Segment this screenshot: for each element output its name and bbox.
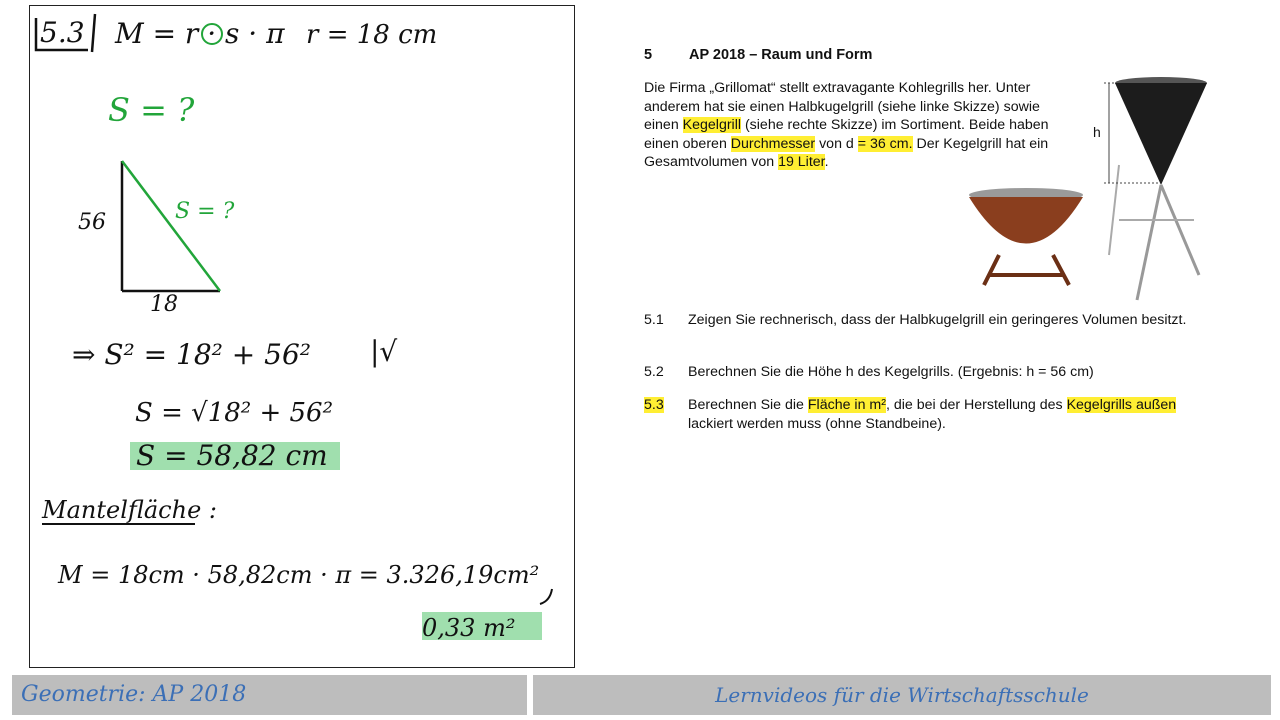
footer-topic: Geometrie: AP 2018 [12, 675, 527, 715]
text-run: Berechnen Sie die [688, 397, 808, 413]
side-56: 56 [78, 210, 106, 235]
right-triangle [122, 161, 220, 291]
subtask-5-3 [644, 396, 1224, 433]
highlighted-text: 19 Liter [778, 154, 825, 170]
formula-text: M = r · s · π [115, 17, 285, 50]
subtask-text [688, 363, 1208, 382]
root-mark: |√ [370, 335, 398, 368]
text-run: . [824, 154, 829, 170]
subtask-number: 5.3 [644, 397, 664, 413]
mantel-heading: Mantelfläche : [42, 496, 217, 524]
text-run: (siehe rechte Skizze) im Sortiment. Beide haben einen oberen [644, 117, 1049, 152]
highlighted-text: = 36 cm. [857, 135, 913, 152]
text-run: lackiert werden muss (ohne Standbeine). [688, 415, 946, 432]
cone-grill-image [1093, 77, 1207, 300]
highlighted-text: Kegelgrills außen [1066, 397, 1177, 413]
task-heading [644, 46, 872, 65]
grill-illustrations [969, 75, 1239, 305]
calc-line: M = 18cm · 58,82cm · π = 3.326,19cm² [58, 561, 540, 589]
pythagoras-line: ⇒ S² = 18² + 56² [72, 338, 311, 371]
height-label: h [1093, 124, 1101, 140]
side-18: 18 [150, 292, 178, 317]
highlighted-text: Kegelgrill [682, 117, 742, 133]
text-run: Zeigen Sie rechnerisch, dass der Halbkugelgrill ein geringeres Volumen besitzt. [688, 312, 1187, 328]
subtask-text [688, 311, 1208, 330]
text-run: von d [815, 135, 858, 152]
text-run: Berechnen Sie die Höhe h des Kegelgrills. (Ergebnis: h = 56 cm) [688, 364, 1094, 380]
subtask-5-2 [644, 363, 1224, 382]
arrow-mark [540, 589, 552, 604]
subtask-text [688, 396, 1208, 433]
task-label: 5.3 [40, 16, 85, 49]
task-number: 5 [644, 47, 653, 63]
footer-channel: Lernvideos für die Wirtschaftsschule [533, 675, 1271, 715]
result-text: S = 58,82 cm [136, 439, 328, 472]
radius-text: r = 18 cm [306, 20, 438, 50]
highlighted-text: Durchmesser [730, 135, 816, 152]
task-title: AP 2018 – Raum und Form [689, 47, 873, 63]
final-result: 0,33 m² [422, 614, 516, 642]
subtask-number: 5.2 [644, 364, 664, 380]
handwritten-panel [29, 5, 575, 668]
handwriting-canvas [30, 6, 576, 669]
text-run: , die bei der Herstellung des [885, 397, 1067, 413]
subtask-5-1 [644, 311, 1224, 330]
unknown-s: S = ? [108, 91, 195, 129]
half-sphere-grill-image [969, 188, 1083, 285]
hypotenuse-label: S = ? [175, 199, 235, 224]
highlighted-text: Fläche in m² [807, 397, 886, 413]
text-run: Der Kegelgrill hat ein Gesamtvolumen von [644, 135, 1049, 170]
text-run: Die Firma „Grillomat“ stellt extravagante Kohlegrills her. Unter anderem hat sie einen Halbkugelgrill (siehe linke Skizze) sowie einen [644, 80, 1040, 133]
root-line: S = √18² + 56² [135, 398, 334, 428]
subtask-number: 5.1 [644, 312, 664, 328]
